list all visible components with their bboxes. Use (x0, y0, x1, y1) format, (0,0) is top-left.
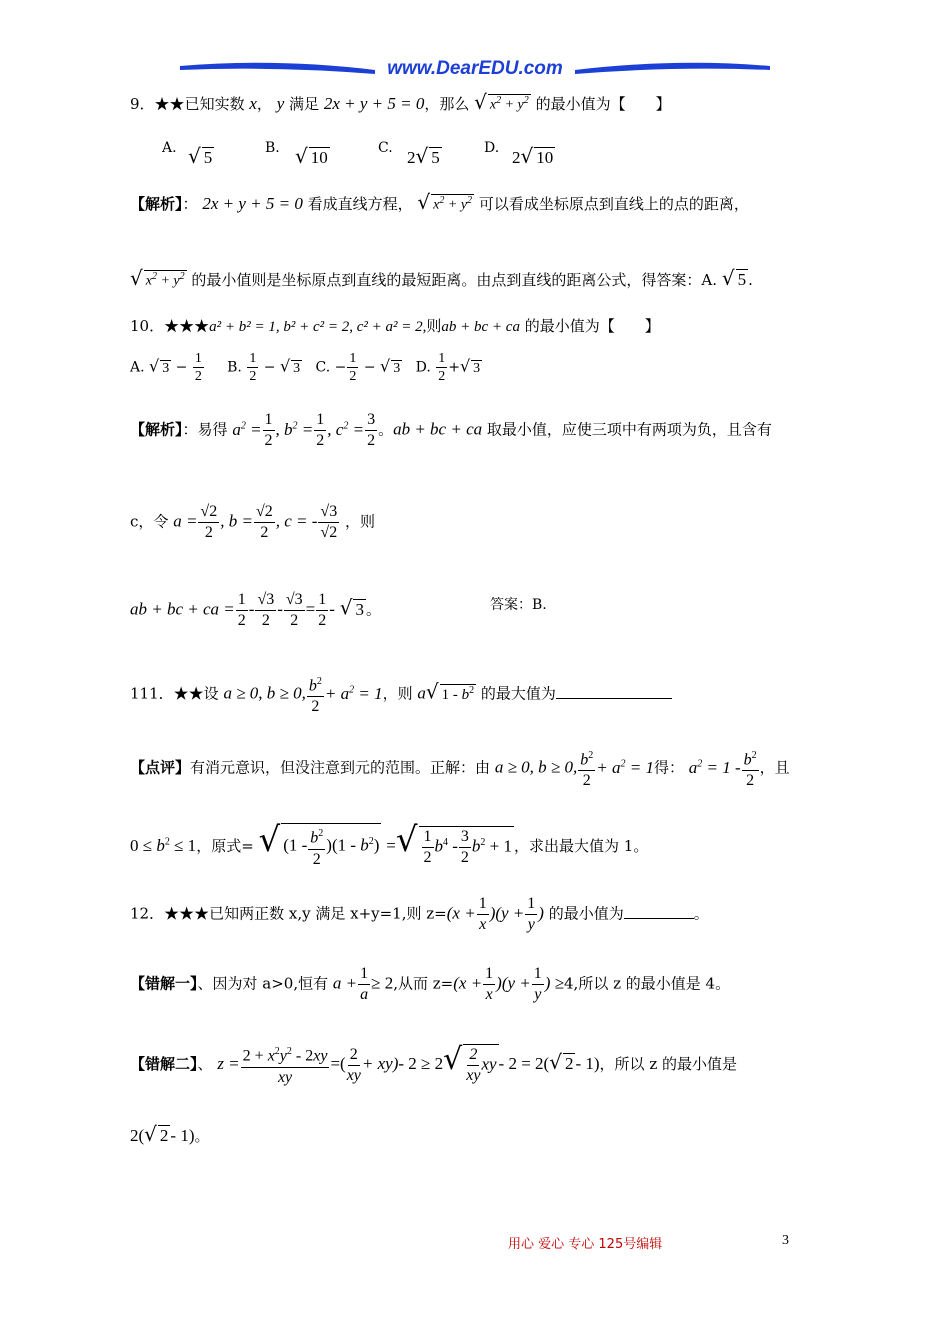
q11-comment-line1: 【点评】有消元意识，但没注意到元的范围。正解：由 a ≥ 0, b ≥ 0, $\frac{b^2}{2}$ + $a^2 = 1$得： $a^2 = 1$ - $\frac{b^2}{2}$ ，且 (130, 746, 790, 791)
q10-a6: 。 (365, 600, 381, 619)
q9-answer-value: √ 5 (721, 266, 747, 290)
q9-a4: 的最小值则是坐标原点到直线的最短距离。由点到直线的距离公式，得答案：A. (191, 271, 718, 289)
q12-number: 12． (130, 904, 165, 923)
q9-text2: 满足 (289, 95, 320, 113)
q9-a2: 看成直线方程， (307, 195, 413, 213)
var-y: y (276, 94, 285, 113)
question-10 (130, 315, 660, 336)
q9-number: 9． (130, 95, 155, 113)
q12-w1c: 4,所以 z 的最小值是 4。 (564, 974, 731, 993)
q9-analysis-line1 (130, 190, 749, 214)
q12-answer-blank[interactable] (624, 918, 694, 919)
q11-stars: ★★ (173, 684, 204, 703)
q12-wrong2: 【错解二】、 z = $\frac{2 + x^2y^2 - 2xy}{xy}$ =( $\frac{2}{xy}$ + xy)- 2 ≥ 2√ $\frac{2}{xy}$ xy - 2 = 2(√ 2 - 1)，所以 z 的最小值是 (130, 1042, 737, 1086)
question-12: 12．★★★已知两正数 x,y 满足 x+y=1,则 z=(x + $\frac{1}{x}$ )(y + $\frac{1}{y}$ ) 的最小值为 。 (130, 895, 709, 933)
q12-wrong2-result: 2(√ 2 - 1)。 (130, 1122, 210, 1146)
q12-wrong1: 【错解一】、因为对 a>0,恒有 a + $\frac{1}{a}$ ≥ 2,从而 z=(x + $\frac{1}{x}$ )(y + $\frac{1}{y}$ ) ≥4,所以 z 的最小值是 4。 (130, 965, 731, 1003)
q10-condition: a² + b² = 1, b² + c² = 2, c² + a² = 2, (209, 319, 427, 335)
q9-option-b-value: √ 10 (295, 144, 328, 168)
q12-stars: ★★★ (164, 904, 210, 923)
q9-text3: ，那么 (424, 95, 470, 113)
q11-number: 111． (130, 684, 174, 703)
q10-analysis-line1: 【解析】：易得 $a^2$ = $\frac{1}{2}$ , $b^2$ = $\frac{1}{2}$ , $c^2$ = $\frac{3}{2}$ 。ab + bc + ca 取最小值，应使三项中有两项为负，且含有 (130, 411, 772, 449)
q10-a4: c，令 (130, 512, 169, 531)
q10-a3: 取最小值，应使三项中有两项为负，且含有 (486, 420, 772, 439)
q9-option-a: A. (162, 140, 177, 156)
q12-w2c: 。 (194, 1127, 210, 1145)
q11-t3: 的最大值为 (480, 684, 556, 703)
q10-a1: ：易得 (182, 420, 228, 439)
wrong1-label: 【错解一】 (130, 974, 198, 993)
q9-option-d-value: 2√ 10 (512, 144, 554, 168)
q11-c2: 得： (653, 758, 684, 777)
q12-w2b: ，所以 z 的最小值是 (599, 1055, 737, 1073)
page-number: 3 (782, 1233, 789, 1248)
q9-option-b: B. (265, 140, 280, 156)
q10-stars: ★★★ (164, 317, 210, 335)
q9-option-c: C. (378, 140, 393, 156)
q9-option-c-value: 2√ 5 (407, 144, 440, 168)
q10-t2: 的最小值为【 】 (524, 317, 660, 335)
q10-analysis-line2: c，令 a = $\frac{√2}{2}$ , b = $\frac{√2}{2}$ , c = - $\frac{√3}{√2}$ ，则 (130, 503, 375, 541)
q9-text: 已知实数 (184, 95, 245, 113)
q10-number: 10． (130, 317, 165, 335)
analysis-label: 【解析】 (130, 420, 183, 439)
q10-expr: ab + bc + ca (441, 319, 520, 335)
comment-label: 【点评】 (130, 758, 191, 777)
q9-option-a-value: √ 5 (188, 144, 213, 168)
q11-t2: ，则 (382, 684, 413, 703)
q10-a5: ，则 (344, 512, 375, 531)
q10-t1: 则 (426, 317, 442, 335)
q10-a2: 。 (378, 420, 394, 439)
header-logo (175, 56, 775, 86)
q11-c1: 有消元意识，但没注意到元的范围。正解：由 (190, 758, 491, 777)
q11-t1: 设 (203, 684, 219, 703)
q9-equation: 2x + y + 5 = 0 (323, 94, 425, 113)
question-9 (130, 90, 671, 114)
q9-stars: ★★ (154, 95, 185, 113)
logo-text: www.DearEDU.com (387, 58, 563, 79)
q9-sqrt: √ $x^2 + y^2$ (474, 90, 529, 114)
q12-t2: 的最小值为 (548, 904, 624, 923)
q11-answer-blank[interactable] (556, 698, 672, 699)
q11-comment-line2: $0 \le b^2 \le 1$，原式= √ (1 - $\frac{b^2}{2}$ )$(1 - b^2)$ =√ $\frac{1}{2}$ $b^4$ - $\frac{3}{2}$ $b^2 + 1$ ，求出最大值为 1。 (130, 820, 649, 868)
q10-option-a: A. (130, 359, 145, 376)
q10-options: A. √ 3 − $\frac{1}{2}$ B. $\frac{1}{2}$ − √ 3 C. − $\frac{1}{2}$ − √ 3 D. $\frac{1}{2}$ +√ 3 (130, 351, 481, 384)
q12-w2a: 、 (197, 1055, 213, 1073)
q10-option-b: B. (227, 359, 242, 376)
q10-option-c: C. (315, 359, 331, 376)
question-11: 111．★★设 a ≥ 0, b ≥ 0, $\frac{b^2}{2}$ + $a^2 = 1$，则 a√ $1 - b^2$ 的最大值为 (130, 672, 672, 717)
q12-w1b: ,从而 z= (393, 974, 454, 993)
q11-c4: ，原式= (196, 837, 254, 855)
q10-option-d: D. (415, 359, 431, 376)
q10-analysis-line3: ab + bc + ca = $\frac{1}{2}$ - $\frac{√3}{2}$ - $\frac{√3}{2}$ = $\frac{1}{2}$ - √ 3 。 (130, 591, 381, 629)
q12-w1a: 、因为对 a>0,恒有 (197, 974, 329, 993)
q10-answer: 答案：B. (490, 597, 547, 613)
q12-t1: 已知两正数 x,y 满足 x+y=1,则 z= (209, 904, 447, 923)
q9-option-d: D. (484, 140, 500, 156)
q11-c5: ，求出最大值为 1。 (514, 837, 649, 855)
q9-b-sqrt: √ $x^2 + y^2$ (130, 266, 185, 290)
q9-a-sqrt: √ $x^2 + y^2$ (417, 190, 473, 214)
var-x: x (249, 94, 257, 113)
q9-a-equation: 2x + y + 5 = 0 (202, 194, 303, 213)
q11-c3: ，且 (759, 758, 790, 777)
q9-a6: . (748, 271, 753, 289)
footer-note: 用心 爱心 专心 125号编辑 (508, 1237, 663, 1252)
q9-analysis-line2 (130, 266, 753, 290)
q12-t3: 。 (693, 904, 709, 923)
wrong2-label: 【错解二】 (130, 1055, 198, 1073)
q9-comma: ， (256, 95, 272, 113)
analysis-label: 【解析】 (130, 195, 183, 213)
q9-text4: 的最小值为【 】 (535, 95, 671, 113)
q9-options (162, 140, 582, 170)
q9-a3: 可以看成坐标原点到直线上的点的距离， (478, 195, 749, 213)
q10-a-expr: ab + bc + ca (393, 419, 483, 439)
q9-a1: ： (182, 195, 198, 213)
